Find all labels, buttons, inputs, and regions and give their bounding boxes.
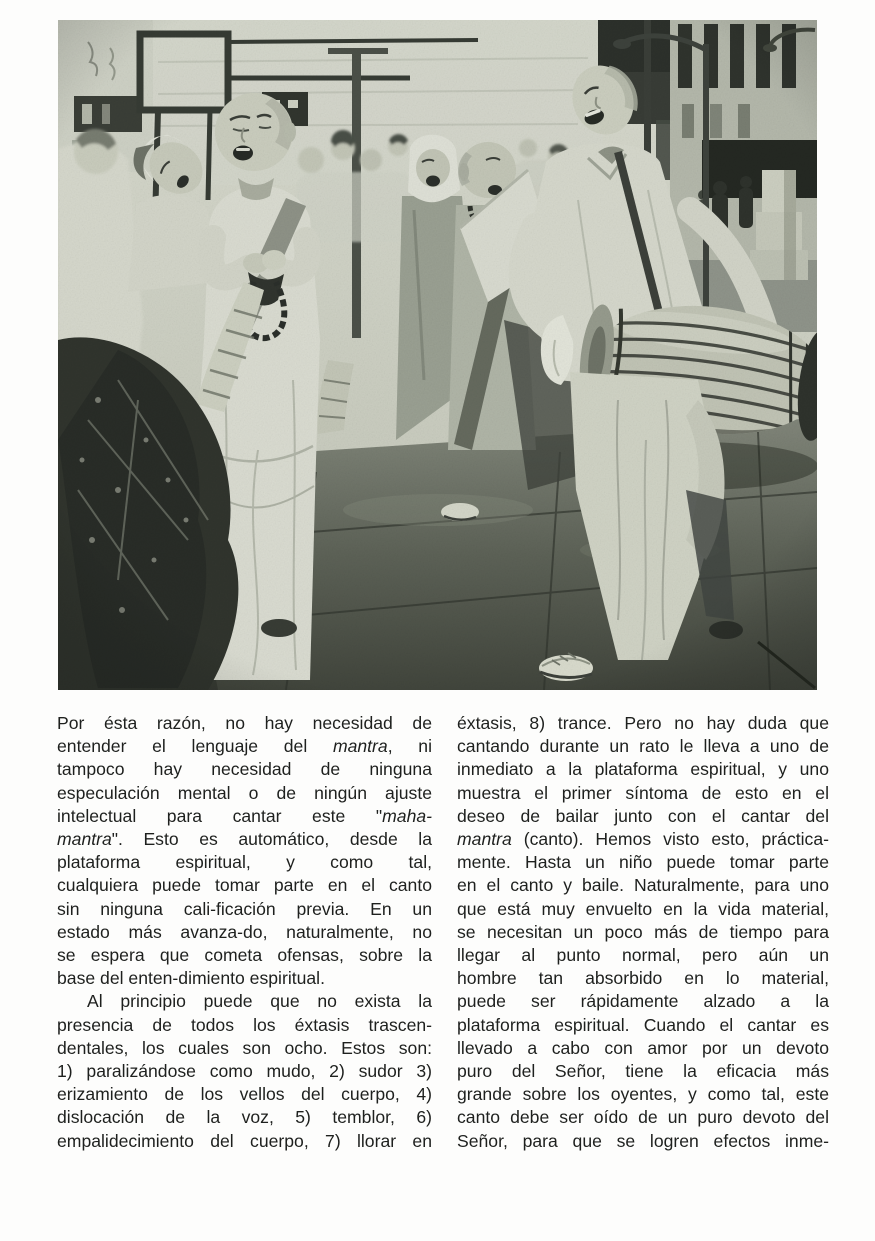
text-line: hombre tan absorbido en lo material, — [457, 968, 829, 989]
text-line: mantra (canto). Hemos visto esto, práctica- — [457, 829, 829, 850]
text-line: llevado a cabo con amor por un devoto — [457, 1037, 829, 1058]
text-line: Señor, para que se logren efectos inme- — [457, 1130, 829, 1151]
text-line: tampoco hay necesidad de ninguna — [57, 759, 432, 780]
text-line: presencia de todos los éxtasis trascen- — [57, 1014, 432, 1035]
scan-grain-overlay — [58, 20, 817, 690]
text-line: se espera que cometa ofensas, sobre la — [57, 945, 432, 966]
text-line: llegar al punto normal, pero aún un — [457, 945, 829, 966]
text-line: mantra". Esto es automático, desde la — [57, 829, 432, 850]
text-line: puede ser rápidamente alzado a la — [457, 991, 829, 1012]
text-line: sin ninguna cali-ficación previa. En un — [57, 898, 432, 919]
text-line: se necesitan un poco más de tiempo para — [457, 921, 829, 942]
text-line: inmediato a la plataforma espiritual, y uno — [457, 759, 829, 780]
text-line: puro del Señor, tiene la eficacia más — [457, 1061, 829, 1082]
text-line: plataforma espiritual. Cuando el cantar es — [457, 1014, 829, 1035]
text-line: mente. Hasta un niño puede tomar parte — [457, 852, 829, 873]
text-line: Por ésta razón, no hay necesidad de — [57, 713, 432, 733]
text-line: grande sobre los oyentes, y como tal, este — [457, 1084, 829, 1105]
text-line: en el canto y baile. Naturalmente, para uno — [457, 875, 829, 896]
text-line: entender el lenguaje del mantra, ni — [57, 736, 432, 757]
text-line: base del enten-dimiento espiritual. — [57, 968, 325, 989]
text-line: muestra el primer síntoma de esto en el — [457, 782, 829, 803]
text-line: especulación mental o de ningún ajuste — [57, 782, 432, 803]
text-line: éxtasis, 8) trance. Pero no hay duda que — [457, 713, 829, 733]
text-line: empalidecimiento del cuerpo, 7) llorar en — [57, 1130, 432, 1151]
text-line: estado más avanza-do, naturalmente, no — [57, 921, 432, 942]
text-line: 1) paralizándose como mudo, 2) sudor 3) — [57, 1061, 432, 1082]
paragraph — [457, 712, 829, 1153]
text-line: deseo de bailar junto con el cantar del — [457, 805, 829, 826]
text-line: canto debe ser oído de un puro devoto del — [457, 1107, 829, 1128]
text-line: dislocación de la voz, 5) temblor, 6) — [57, 1107, 432, 1128]
text-line: cualquiera puede tomar parte en el canto — [57, 875, 432, 896]
paragraph — [57, 990, 432, 1152]
text-line: intelectual para cantar este "maha- — [57, 805, 432, 826]
paragraph — [57, 712, 432, 990]
left-column — [57, 712, 432, 1153]
right-column — [457, 712, 829, 1153]
text-line: que está muy envuelto en la vida material, — [457, 898, 829, 919]
text-line: erizamiento de los vellos del cuerpo, 4) — [57, 1084, 432, 1105]
text-line: cantando durante un rato le lleva a uno de — [457, 736, 829, 757]
article-body — [57, 712, 829, 1153]
text-line: dentales, los cuales son ocho. Estos son: — [57, 1037, 432, 1058]
street-chanting-photo — [58, 20, 817, 690]
text-line: Al principio puede que no exista la — [87, 991, 432, 1012]
text-line: plataforma espiritual, y como tal, — [57, 852, 432, 873]
